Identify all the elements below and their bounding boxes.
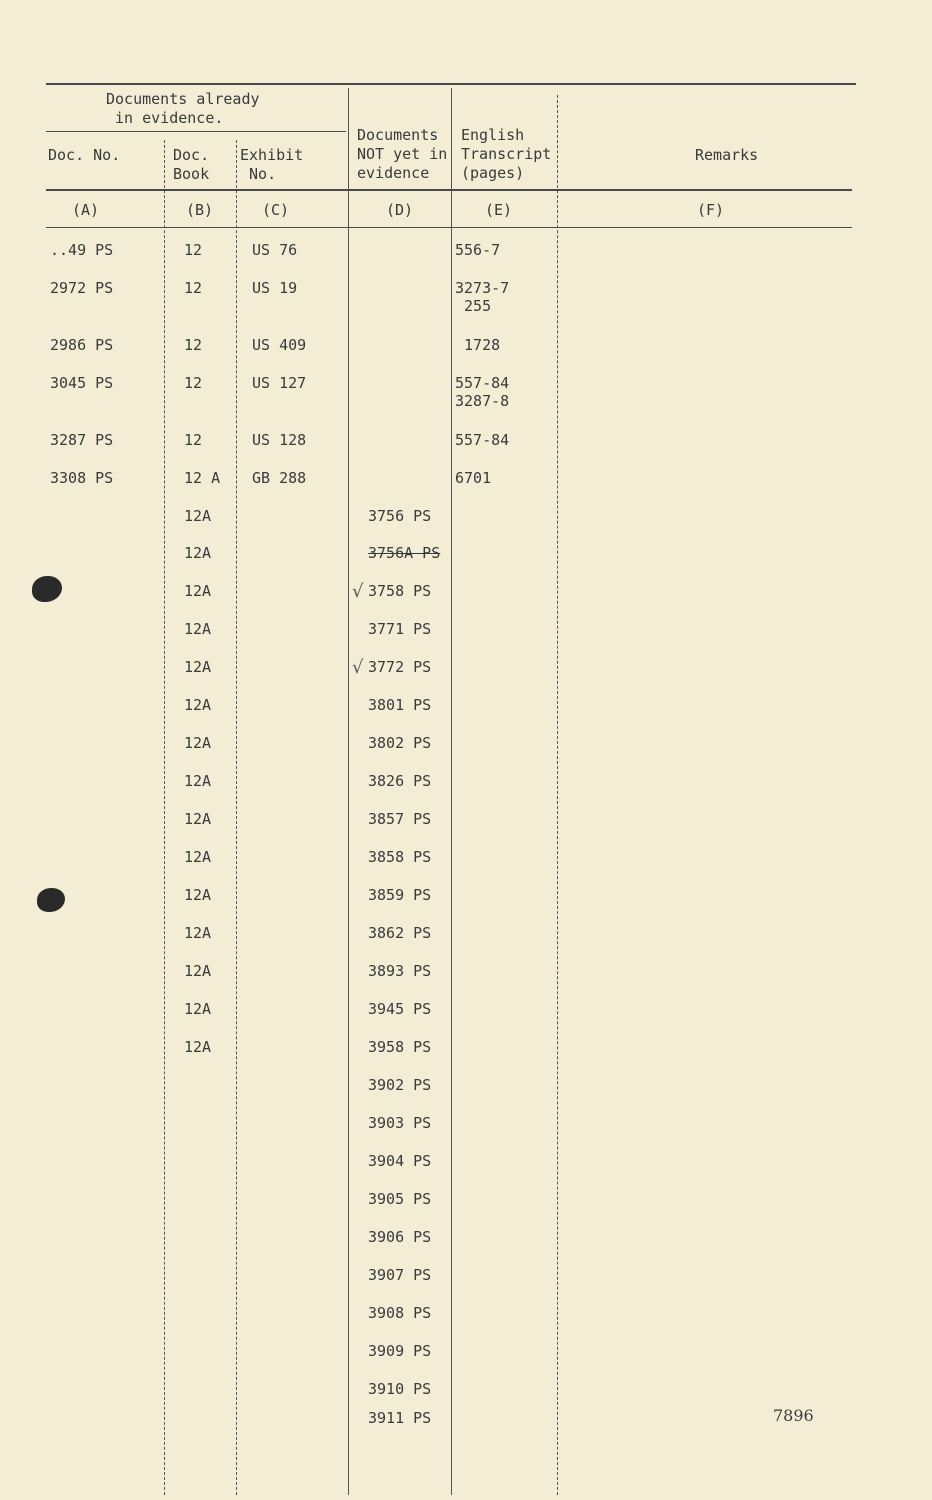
cell-not-yet-in-evidence: 3756A PS [368, 544, 441, 562]
divider-c-d [348, 88, 349, 1495]
cell-doc-no: 2986 PS [50, 336, 114, 354]
cell-not-yet-in-evidence: 3907 PS [368, 1266, 432, 1284]
divider-b-c [236, 140, 237, 1495]
cell-doc-book: 12A [184, 886, 212, 904]
cell-doc-book: 12A [184, 582, 212, 600]
cell-doc-book: 12A [184, 962, 212, 980]
cell-not-yet-in-evidence: 3826 PS [368, 772, 432, 790]
divider-e-f [557, 95, 558, 1495]
cell-not-yet-in-evidence: 3905 PS [368, 1190, 432, 1208]
header-group-label: Documents already in evidence. [106, 90, 260, 127]
cell-doc-book: 12A [184, 1038, 212, 1056]
cell-not-yet-in-evidence: 3908 PS [368, 1304, 432, 1322]
header-doc-book: Doc. Book [173, 146, 210, 183]
column-letter-a: (A) [72, 201, 100, 219]
cell-not-yet-in-evidence: 3902 PS [368, 1076, 432, 1094]
ink-blot [32, 576, 62, 602]
cell-not-yet-in-evidence: 3857 PS [368, 810, 432, 828]
cell-not-yet-in-evidence: 3862 PS [368, 924, 432, 942]
cell-doc-book: 12A [184, 620, 212, 638]
header-bottom-rule [46, 189, 852, 191]
cell-doc-book: 12A [184, 924, 212, 942]
check-mark-icon: √ [352, 657, 364, 678]
cell-not-yet-in-evidence: 3758 PS [368, 582, 432, 600]
cell-english-transcript: 1728 [455, 336, 501, 354]
cell-doc-no: ..49 PS [50, 241, 114, 259]
cell-english-transcript: 6701 [455, 469, 492, 487]
page-number: 7896 [773, 1406, 814, 1425]
cell-not-yet-in-evidence: 3858 PS [368, 848, 432, 866]
cell-not-yet-in-evidence: 3771 PS [368, 620, 432, 638]
cell-english-transcript: 3273-7 255 [455, 279, 510, 315]
cell-doc-book: 12A [184, 1000, 212, 1018]
cell-doc-no: 3287 PS [50, 431, 114, 449]
cell-doc-book: 12 [184, 336, 203, 354]
cell-english-transcript: 557-84 [455, 431, 510, 449]
cell-not-yet-in-evidence: 3904 PS [368, 1152, 432, 1170]
cell-exhibit-no: US 409 [252, 336, 307, 354]
cell-not-yet-in-evidence: 3958 PS [368, 1038, 432, 1056]
header-remarks: Remarks [695, 146, 759, 164]
cell-doc-no: 3045 PS [50, 374, 114, 392]
cell-doc-book: 12 [184, 241, 203, 259]
divider-d-e [451, 88, 452, 1495]
column-letter-b: (B) [186, 201, 214, 219]
column-letter-f: (F) [697, 201, 725, 219]
cell-not-yet-in-evidence: 3859 PS [368, 886, 432, 904]
cell-not-yet-in-evidence: 3772 PS [368, 658, 432, 676]
header-doc-no: Doc. No. [48, 146, 121, 164]
group-rule [46, 131, 346, 132]
cell-doc-book: 12A [184, 696, 212, 714]
cell-exhibit-no: US 128 [252, 431, 307, 449]
cell-not-yet-in-evidence: 3945 PS [368, 1000, 432, 1018]
cell-exhibit-no: GB 288 [252, 469, 307, 487]
cell-doc-book: 12 [184, 374, 203, 392]
cell-doc-book: 12A [184, 507, 212, 525]
cell-exhibit-no: US 19 [252, 279, 298, 297]
cell-not-yet-in-evidence: 3802 PS [368, 734, 432, 752]
column-letter-d: (D) [386, 201, 414, 219]
cell-english-transcript: 556-7 [455, 241, 501, 259]
ink-blot [37, 888, 65, 912]
cell-doc-book: 12 A [184, 469, 221, 487]
header-exhibit-no: Exhibit No. [240, 146, 304, 183]
cell-doc-no: 3308 PS [50, 469, 114, 487]
cell-doc-book: 12A [184, 848, 212, 866]
column-letter-e: (E) [485, 201, 513, 219]
cell-not-yet-in-evidence: 3756 PS [368, 507, 432, 525]
check-mark-icon: √ [352, 581, 364, 602]
column-letter-c: (C) [262, 201, 290, 219]
cell-not-yet-in-evidence: 3911 PS [368, 1409, 432, 1427]
cell-not-yet-in-evidence: 3893 PS [368, 962, 432, 980]
cell-doc-book: 12A [184, 734, 212, 752]
divider-a-b [164, 140, 165, 1495]
cell-not-yet-in-evidence: 3903 PS [368, 1114, 432, 1132]
header-english-transcript: English Transcript (pages) [461, 126, 552, 182]
cell-doc-book: 12A [184, 658, 212, 676]
cell-doc-book: 12A [184, 772, 212, 790]
cell-doc-book: 12A [184, 544, 212, 562]
header-not-yet-in-evidence: Documents NOT yet in evidence [357, 126, 448, 182]
cell-exhibit-no: US 127 [252, 374, 307, 392]
cell-not-yet-in-evidence: 3910 PS [368, 1380, 432, 1398]
letters-bottom-rule [46, 227, 852, 228]
cell-not-yet-in-evidence: 3906 PS [368, 1228, 432, 1246]
cell-doc-book: 12A [184, 810, 212, 828]
cell-not-yet-in-evidence: 3801 PS [368, 696, 432, 714]
cell-doc-book: 12 [184, 279, 203, 297]
cell-exhibit-no: US 76 [252, 241, 298, 259]
cell-english-transcript: 557-84 3287-8 [455, 374, 510, 410]
cell-not-yet-in-evidence: 3909 PS [368, 1342, 432, 1360]
cell-doc-book: 12 [184, 431, 203, 449]
top-rule [46, 83, 856, 85]
cell-doc-no: 2972 PS [50, 279, 114, 297]
